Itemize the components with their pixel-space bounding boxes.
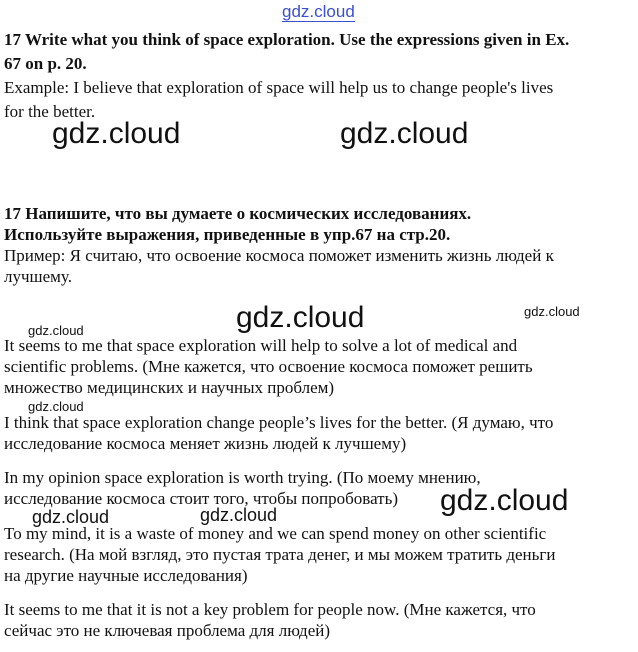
answer-5-line-1: It seems to me that it is not a key problem for people now. (Мне кажется, что: [4, 600, 536, 619]
answer-2-line-2: исследование космоса меняет жизнь людей к лучшему): [4, 434, 407, 453]
watermark: gdz.cloud: [52, 117, 181, 150]
task-en-example-line-2: for the better.: [4, 102, 96, 121]
watermark: gdz.cloud: [28, 399, 84, 414]
watermark: gdz.cloud: [236, 301, 365, 334]
watermark: gdz.cloud: [524, 304, 580, 319]
watermark: gdz.cloud: [32, 507, 110, 527]
answer-3-line-1: In my opinion space exploration is worth trying. (По моему мнению,: [4, 468, 481, 487]
watermark: gdz.cloud: [200, 505, 278, 525]
answer-4-line-1: To my mind, it is a waste of money and we can spend money on other scientific: [4, 524, 547, 543]
answer-5-line-2: сейчас это не ключевая проблема для людей): [4, 621, 331, 640]
task-ru-example-line-2: лучшему.: [4, 267, 72, 286]
answer-4-line-3: на другие научные исследования): [4, 566, 248, 585]
watermark: gdz.cloud: [340, 117, 469, 150]
task-en-title-line-2: 67 on p. 20.: [4, 54, 87, 73]
answer-1-line-3: множество медицинских и научных проблем): [4, 378, 335, 397]
task-en-title-line-1: 17 Write what you think of space exploration. Use the expressions given in Ex.: [4, 30, 570, 49]
answer-3-line-2: исследование космоса стоит того, чтобы попробовать): [4, 489, 399, 508]
answer-1-line-2: scientific problems. (Мне кажется, что освоение космоса поможет решить: [4, 357, 533, 376]
task-en-example-line-1: Example: I believe that exploration of space will help us to change people's lives: [4, 78, 554, 97]
task-ru-title-line-1: 17 Напишите, что вы думаете о космических исследованиях.: [4, 204, 472, 223]
watermark-top-link[interactable]: gdz.cloud: [282, 2, 355, 21]
task-ru-example-line-1: Пример: Я считаю, что освоение космоса поможет изменить жизнь людей к: [4, 246, 554, 265]
task-ru-title-line-2: Используйте выражения, приведенные в упр.67 на стр.20.: [4, 225, 451, 244]
answer-1-line-1: It seems to me that space exploration will help to solve a lot of medical and: [4, 336, 518, 355]
watermark: gdz.cloud: [440, 484, 569, 517]
answer-4-line-2: research. (На мой взгляд, это пустая трата денег, и мы можем тратить деньги: [4, 545, 556, 564]
answer-2-line-1: I think that space exploration change people’s lives for the better. (Я думаю, что: [4, 413, 554, 432]
watermark: gdz.cloud: [28, 323, 84, 338]
